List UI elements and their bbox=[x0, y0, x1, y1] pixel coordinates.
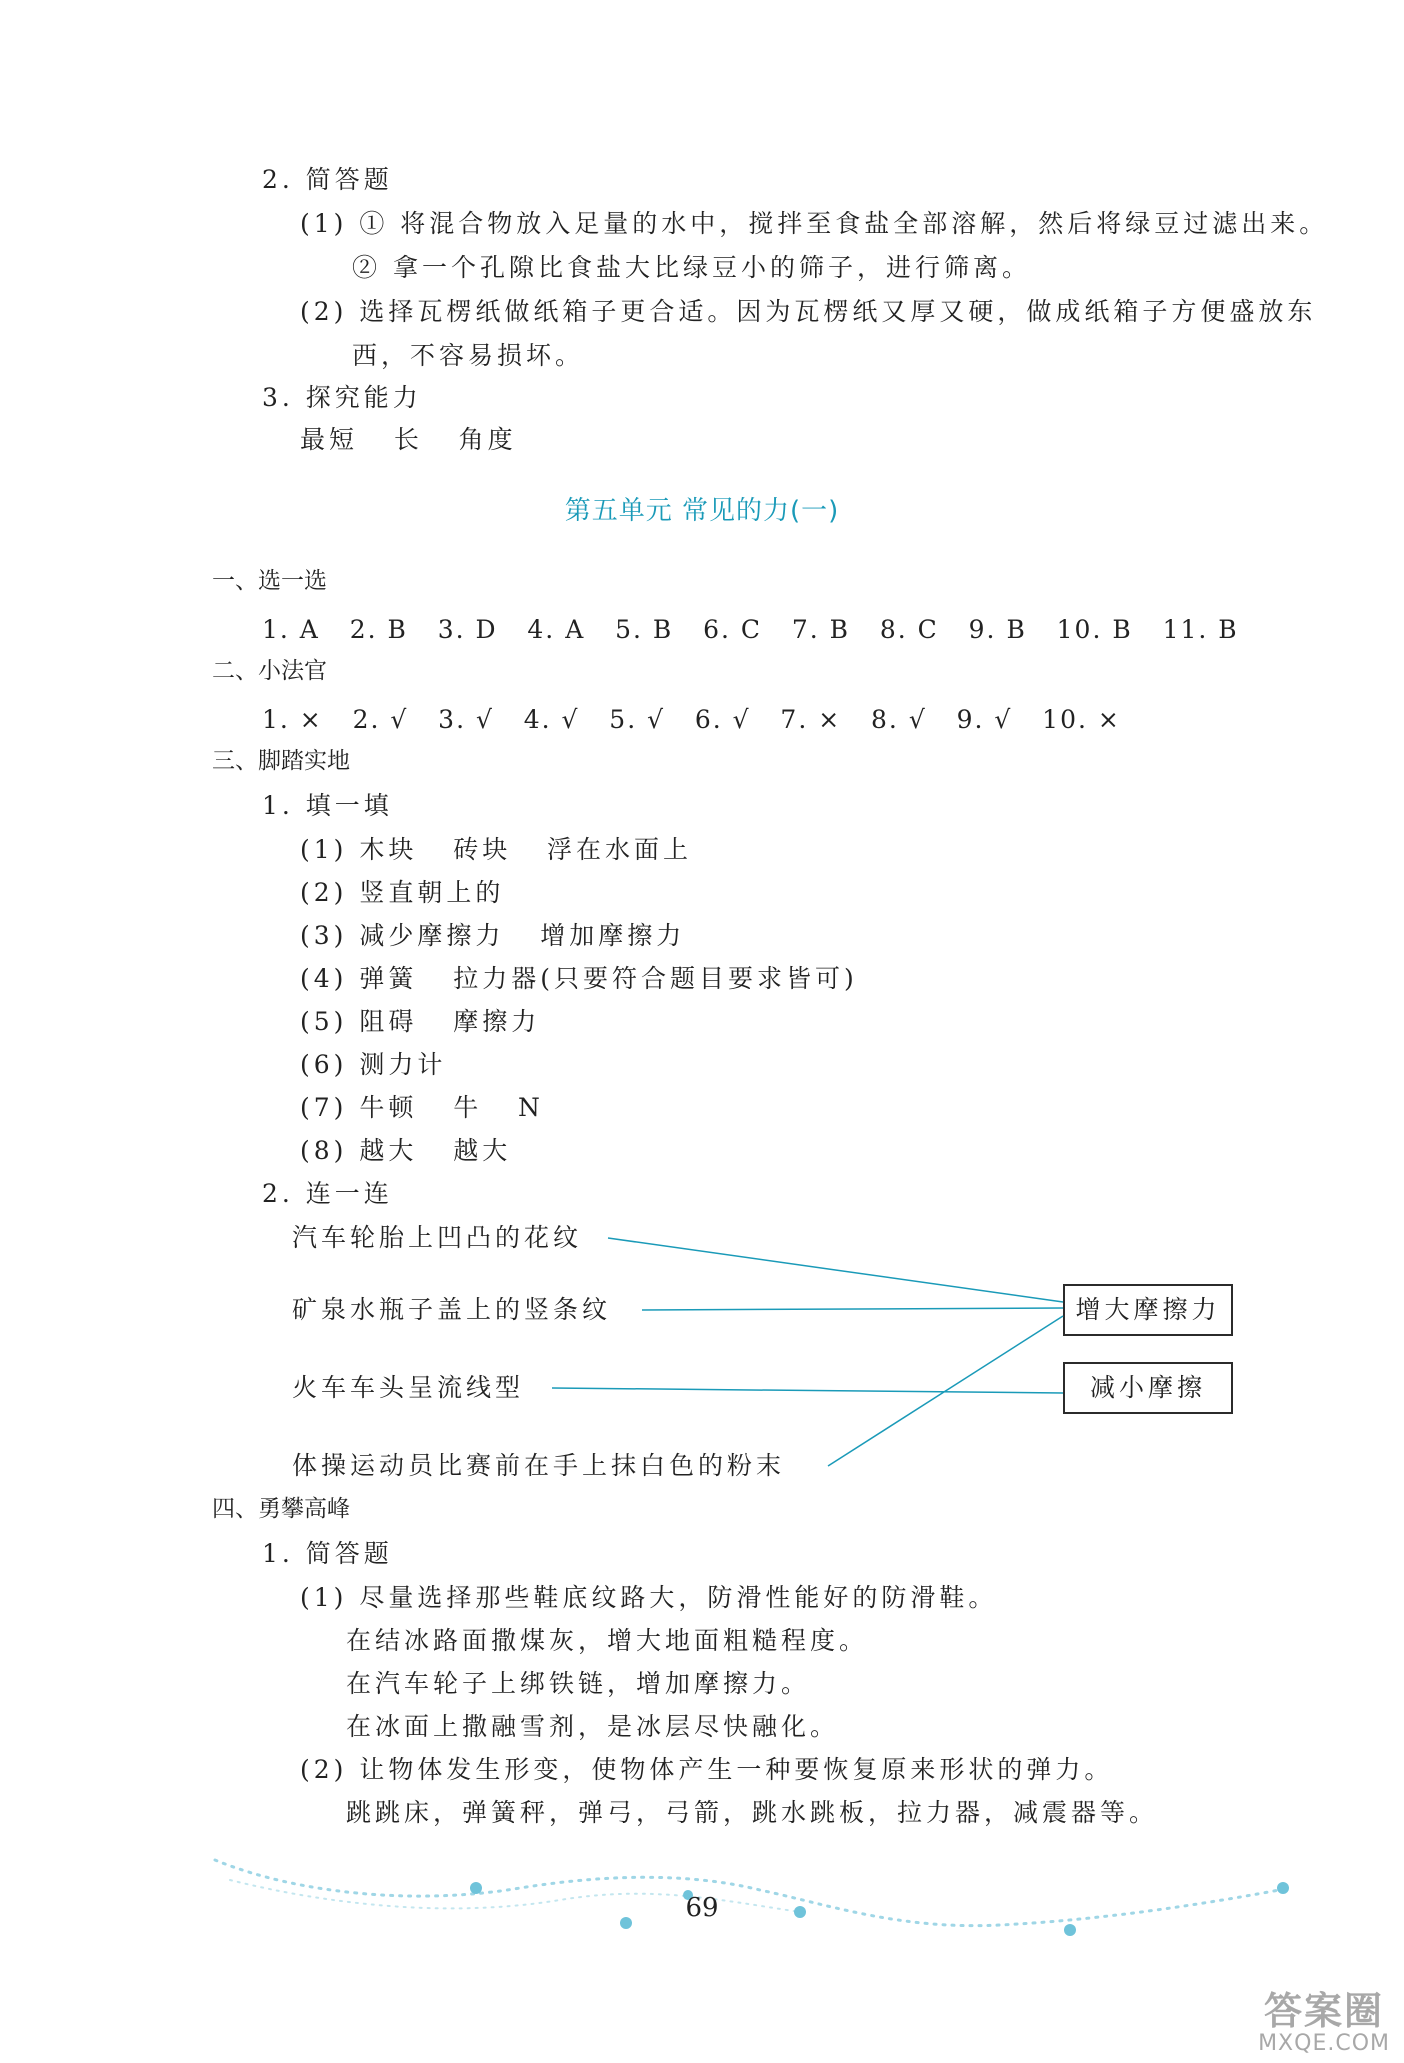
section4-answer-line: (1) 尽量选择那些鞋底纹路大，防滑性能好的防滑鞋。 bbox=[300, 1583, 998, 1612]
connect-line bbox=[642, 1308, 1063, 1310]
connect-left-item: 矿泉水瓶子盖上的竖条纹 bbox=[292, 1295, 612, 1324]
fill-item: (1) 木块 砖块 浮在水面上 bbox=[300, 835, 693, 864]
connect-left-item: 汽车轮胎上凹凸的花纹 bbox=[292, 1223, 583, 1252]
connect-right-box: 增大摩擦力 bbox=[1063, 1284, 1233, 1336]
connect-left-item: 火车车头呈流线型 bbox=[292, 1373, 525, 1402]
q2-answer-2b: 西，不容易损坏。 bbox=[352, 341, 585, 370]
watermark-logo bbox=[1258, 1989, 1390, 2056]
section4-heading: 四、勇攀高峰 bbox=[212, 1496, 350, 1522]
fill-item: (2) 竖直朝上的 bbox=[300, 878, 505, 907]
q2-answer-1a: (1) ① 将混合物放入足量的水中，搅拌至食盐全部溶解，然后将绿豆过滤出来。 bbox=[300, 209, 1329, 238]
page-number: 69 bbox=[685, 1893, 719, 1923]
connect-left-item: 体操运动员比赛前在手上抹白色的粉末 bbox=[292, 1451, 786, 1480]
section4-answer-line: 在汽车轮子上绑铁链，增加摩擦力。 bbox=[346, 1669, 811, 1698]
q2-answer-1b: ② 拿一个孔隙比食盐大比绿豆小的筛子，进行筛离。 bbox=[352, 253, 1031, 282]
footer-dot bbox=[1064, 1924, 1076, 1936]
fill-item: (6) 测力计 bbox=[300, 1050, 447, 1079]
section4-q-heading: 1. 简答题 bbox=[262, 1539, 393, 1568]
section4-answer-line: 在结冰路面撒煤灰，增大地面粗糙程度。 bbox=[346, 1626, 869, 1655]
section2-answers: 1. × 2. √ 3. √ 4. √ 5. √ 6. √ 7. × 8. √ 9. √ 10. × bbox=[262, 705, 1121, 734]
connect-heading: 2. 连一连 bbox=[262, 1179, 393, 1208]
watermark-text: 答案圈 bbox=[1264, 1989, 1385, 2034]
q2-answer-2a: (2) 选择瓦楞纸做纸箱子更合适。因为瓦楞纸又厚又硬，做成纸箱子方便盛放东 bbox=[300, 297, 1317, 326]
section3-heading: 三、脚踏实地 bbox=[212, 748, 350, 774]
section2-heading: 二、小法官 bbox=[212, 658, 327, 684]
connect-line bbox=[552, 1388, 1063, 1393]
fill-heading: 1. 填一填 bbox=[262, 791, 393, 820]
section4-answer-line: 在冰面上撒融雪剂，是冰层尽快融化。 bbox=[346, 1712, 840, 1741]
q3-heading: 3. 探究能力 bbox=[262, 383, 422, 412]
section1-heading: 一、选一选 bbox=[212, 568, 327, 594]
unit-title: 第五单元 常见的力(一) bbox=[564, 496, 840, 526]
fill-item: (8) 越大 越大 bbox=[300, 1136, 512, 1165]
fill-item: (4) 弹簧 拉力器(只要符合题目要求皆可) bbox=[300, 964, 858, 993]
fill-item: (5) 阻碍 摩擦力 bbox=[300, 1007, 541, 1036]
section4-answer-line: 跳跳床，弹簧秤，弹弓，弓箭，跳水跳板，拉力器，减震器等。 bbox=[346, 1798, 1159, 1827]
section4-answer-line: (2) 让物体发生形变，使物体产生一种要恢复原来形状的弹力。 bbox=[300, 1755, 1114, 1784]
section1-answers: 1. A 2. B 3. D 4. A 5. B 6. C 7. B 8. C 9. B 10. B 11. B bbox=[262, 615, 1239, 644]
q3-answer: 最短 长 角度 bbox=[300, 425, 517, 454]
watermark-url: MXQE.COM bbox=[1258, 2030, 1390, 2056]
connect-right-box: 减小摩擦 bbox=[1063, 1362, 1233, 1414]
fill-item: (7) 牛顿 牛 N bbox=[300, 1093, 544, 1122]
connect-line bbox=[608, 1238, 1063, 1302]
q2-heading: 2. 简答题 bbox=[262, 165, 393, 194]
fill-item: (3) 减少摩擦力 增加摩擦力 bbox=[300, 921, 686, 950]
